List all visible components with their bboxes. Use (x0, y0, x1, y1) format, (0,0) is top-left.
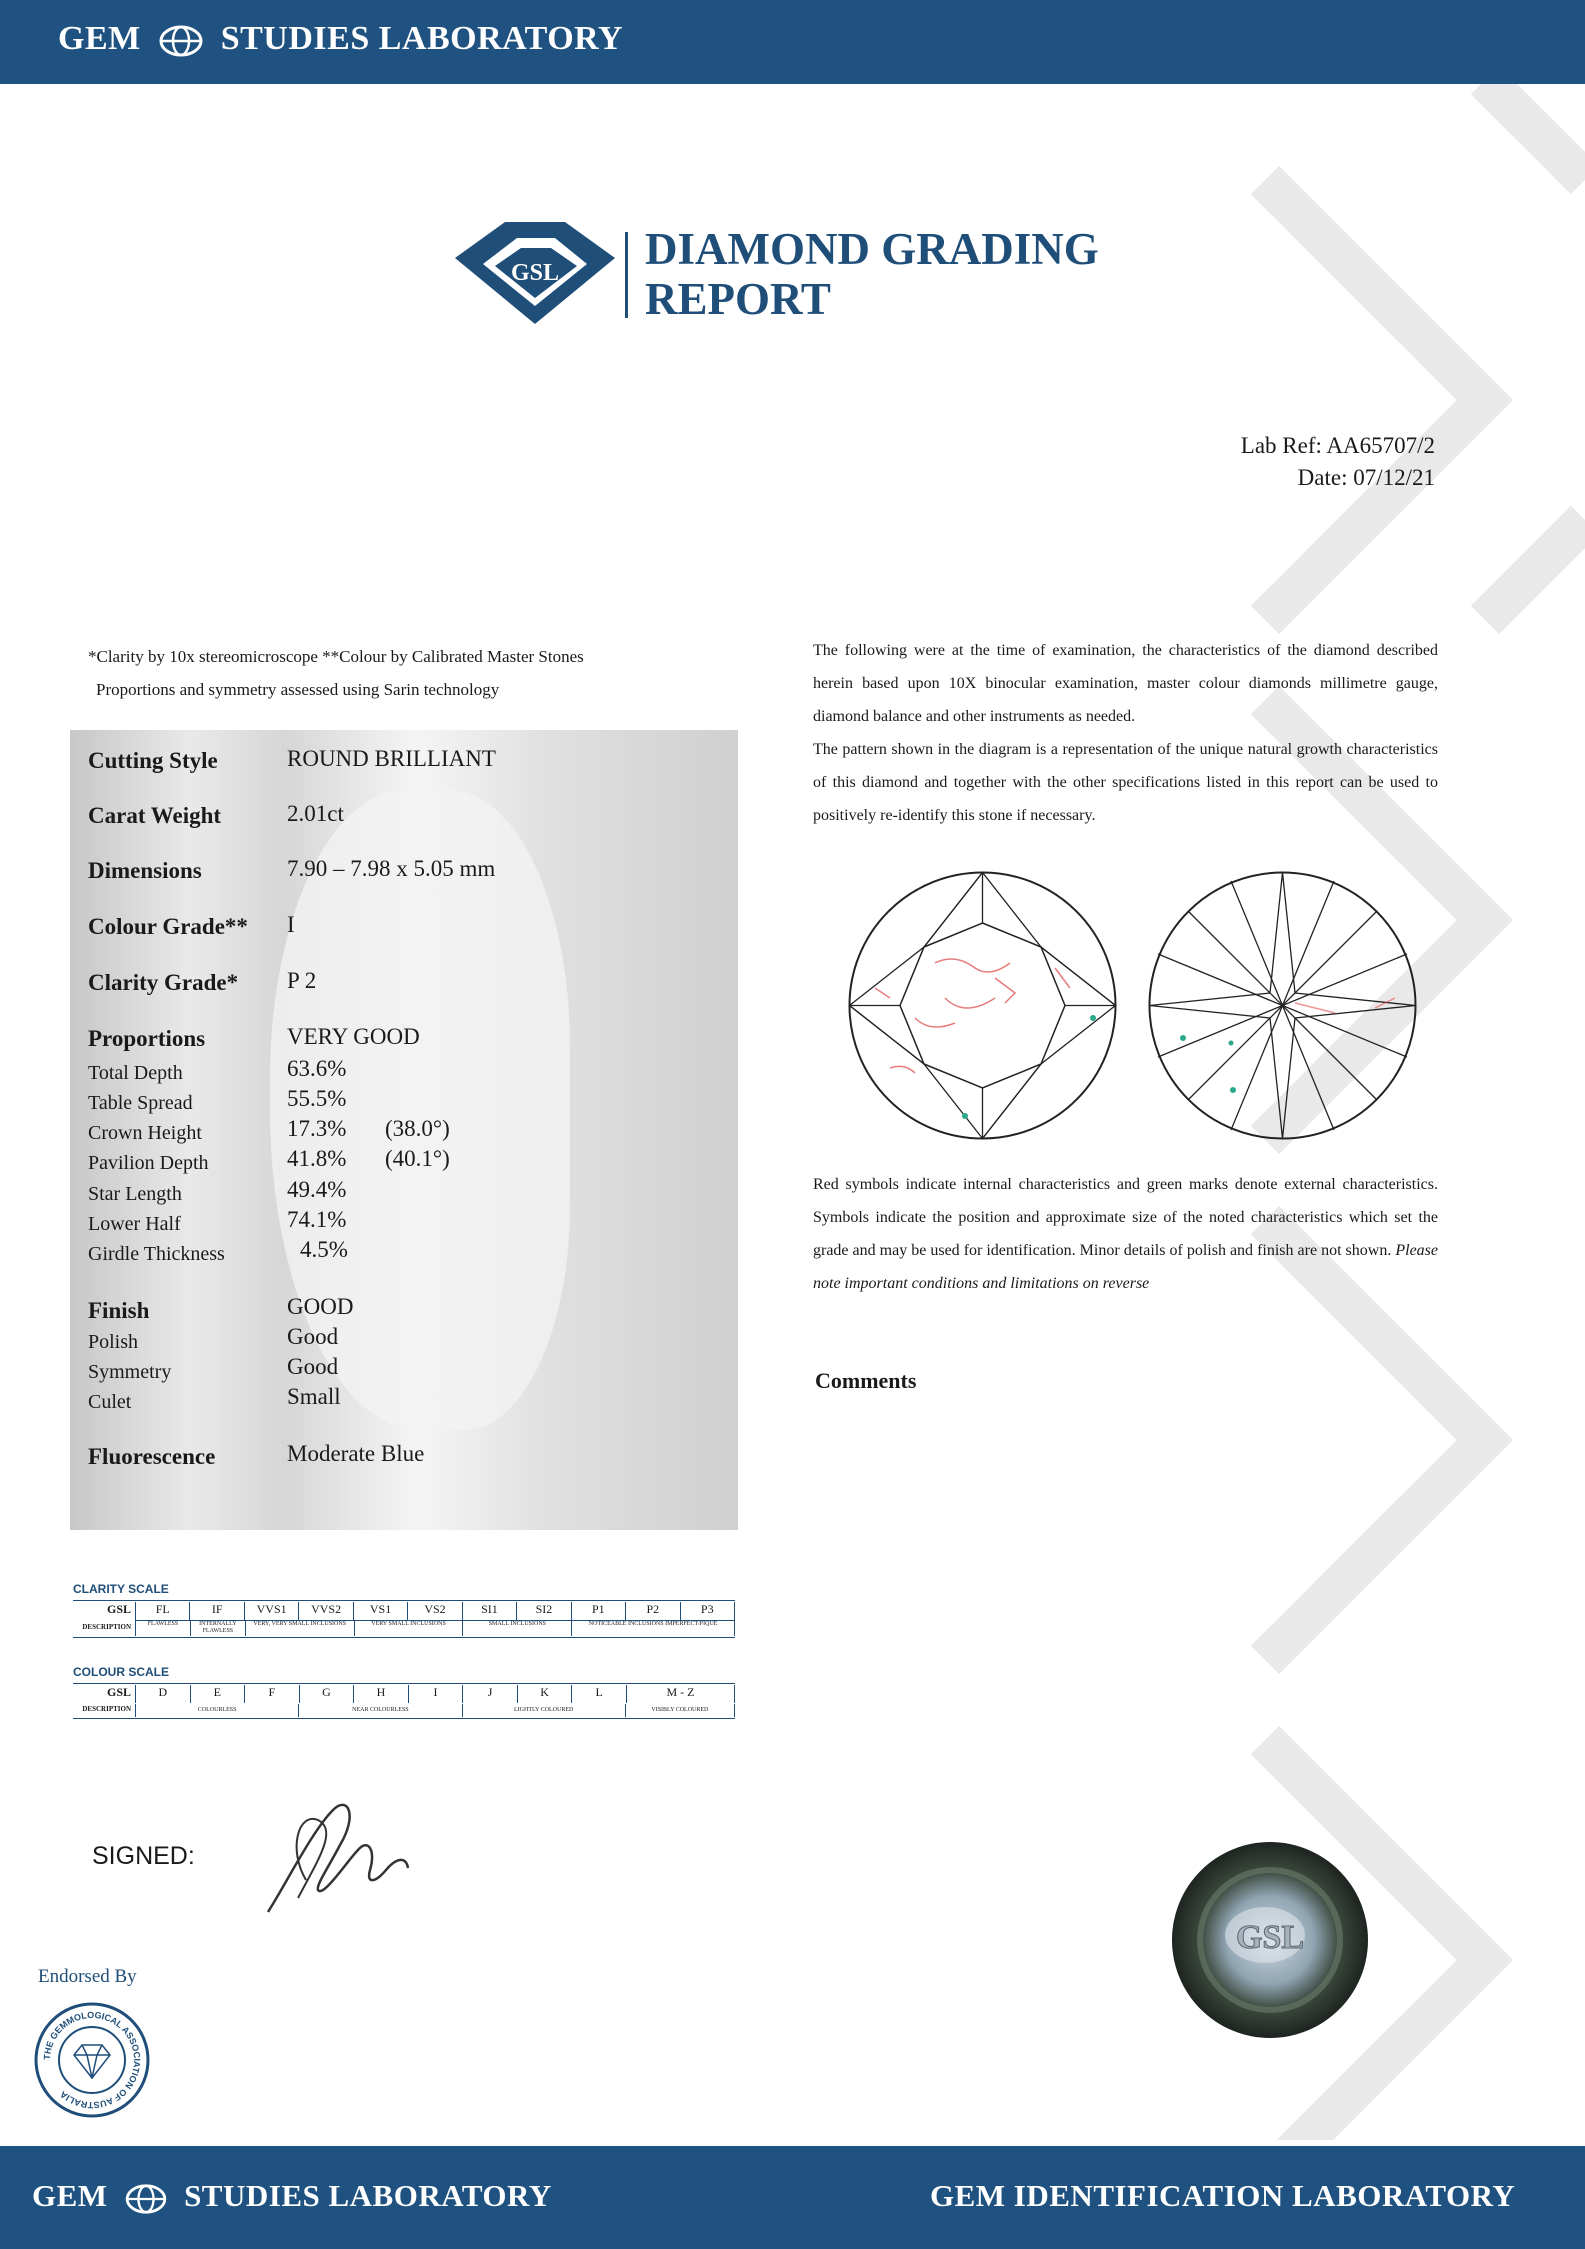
colour-grade-cell: M - Z (626, 1685, 735, 1703)
table-spread-label: Table Spread (88, 1092, 193, 1114)
gsl-logo-text: GSL (510, 260, 560, 286)
colour-scale-table (73, 1683, 735, 1719)
clarity-grade-cell: IF (189, 1602, 243, 1620)
conditions-note: Please note important conditions and limitations on reverse (813, 1242, 1438, 1292)
colour-grade-value: I (287, 912, 295, 937)
gsl-diamond-logo (455, 220, 615, 326)
total-depth-label: Total Depth (88, 1062, 183, 1084)
clarity-grade-cell: FL (135, 1602, 189, 1620)
colour-grade-label: Colour Grade** (88, 914, 248, 939)
colour-scale-gsl-label: GSL (106, 1685, 131, 1699)
clarity-description-cell: VERY, VERY SMALL INCLUSIONS (245, 1621, 354, 1636)
clarity-grade-cell: P3 (680, 1602, 735, 1620)
methods-note-line1: *Clarity by 10x stereomicroscope **Colour by Calibrated Master Stones (88, 647, 584, 666)
star-length-label: Star Length (88, 1183, 182, 1205)
colour-description-cell: LIGHTLY COLOURED (462, 1704, 625, 1717)
clarity-grade-value: P 2 (287, 968, 317, 993)
clarity-grade-cell: SI2 (516, 1602, 570, 1620)
clarity-scale-description-label: DESCRIPTION (82, 1623, 131, 1631)
title-divider (625, 232, 628, 318)
examination-paragraph: The following were at the time of examination, the characteristics of the diamond described herein based upon 10X binocular examination, master colour diamonds millimetre gauge, diamond balance and other instruments as needed. (813, 642, 1438, 725)
colour-grade-cell: K (517, 1685, 572, 1703)
symbols-paragraph (813, 1168, 1438, 1300)
clarity-grade-cell: VS1 (353, 1602, 407, 1620)
finish-label: Finish (88, 1298, 150, 1323)
dimensions-label: Dimensions (88, 858, 202, 883)
gemmological-association-seal (32, 2000, 152, 2120)
clarity-scale-table (73, 1600, 735, 1638)
colour-grade-cell: E (190, 1685, 245, 1703)
date-value: 07/12/21 (1353, 465, 1435, 490)
girdle-thickness-label: Girdle Thickness (88, 1243, 225, 1265)
pavilion-depth-value: 41.8% (287, 1146, 347, 1171)
footer-lab-name-left-a: GEM (32, 2178, 108, 2213)
proportions-label: Proportions (88, 1026, 206, 1051)
svg-text:THE GEMMOLOGICAL ASSOCIATION O (42, 2010, 142, 2110)
date-label: Date: (1297, 465, 1348, 490)
crown-height-label: Crown Height (88, 1122, 202, 1144)
cutting-style-label: Cutting Style (88, 748, 218, 773)
comments-heading: Comments (815, 1368, 917, 1393)
hologram-security-seal (1170, 1840, 1370, 2040)
colour-grade-cell: F (244, 1685, 299, 1703)
symmetry-label: Symmetry (88, 1361, 172, 1383)
colour-grade-cell: G (299, 1685, 354, 1703)
carat-weight-label: Carat Weight (88, 803, 222, 828)
header-band (0, 0, 1585, 84)
colour-grade-cell: I (408, 1685, 463, 1703)
clarity-grade-cell: P2 (625, 1602, 679, 1620)
polish-label: Polish (88, 1331, 139, 1353)
clarity-grade-cell: P1 (571, 1602, 625, 1620)
dimensions-value: 7.90 – 7.98 x 5.05 mm (287, 856, 496, 881)
clarity-descriptions-row (135, 1621, 735, 1636)
clarity-scale-gsl-label: GSL (106, 1602, 131, 1616)
colour-descriptions-row (135, 1704, 735, 1717)
clarity-grade-cell: VVS2 (298, 1602, 352, 1620)
methods-note-line2: Proportions and symmetry assessed using Sarin technology (96, 680, 500, 699)
colour-grade-cell: H (353, 1685, 408, 1703)
header-lab-name-right: STUDIES LABORATORY (220, 20, 624, 57)
culet-label: Culet (88, 1391, 132, 1413)
header-lab-name-left: GEM (58, 20, 141, 57)
lab-ref-value: AA65707/2 (1326, 433, 1435, 458)
pattern-paragraph: The pattern shown in the diagram is a representation of the unique natural growth characteristics of this diamond and together with the other specifications listed in this report can be used to positively re-identify this stone if necessary. (813, 741, 1438, 824)
colour-grade-cell: J (462, 1685, 517, 1703)
colour-scale-description-label: DESCRIPTION (82, 1705, 131, 1713)
clarity-description-cell: SMALL INCLUSIONS (462, 1621, 571, 1636)
crown-height-value: 17.3% (287, 1116, 347, 1141)
header-lab-name (58, 20, 623, 58)
fluorescence-value: Moderate Blue (287, 1441, 425, 1466)
pavilion-diagram (1145, 868, 1420, 1143)
finish-value: GOOD (287, 1294, 354, 1319)
seal-text: THE GEMMOLOGICAL ASSOCIATION OF AUSTRALIA (41, 2009, 143, 2111)
colour-grade-cell: L (571, 1685, 626, 1703)
hologram-text: GSL (1235, 1919, 1305, 1956)
star-length-value: 49.4% (287, 1177, 347, 1202)
lower-half-value: 74.1% (287, 1207, 347, 1232)
table-spread-value: 55.5% (287, 1086, 347, 1111)
footer-lab-name-left-b: STUDIES LABORATORY (184, 2178, 552, 2213)
crown-angle-value: (38.0°) (385, 1116, 450, 1141)
footer-lab-name-right: GEM IDENTIFICATION LABORATORY (930, 2178, 1516, 2213)
clarity-description-cell: VERY SMALL INCLUSIONS (354, 1621, 463, 1636)
clarity-scale-title: CLARITY SCALE (73, 1582, 169, 1596)
endorsed-by-label: Endorsed By (38, 1966, 137, 1987)
colour-description-cell: COLOURLESS (135, 1704, 298, 1717)
clarity-grade-label: Clarity Grade* (88, 970, 239, 995)
clarity-grade-cell: SI1 (462, 1602, 516, 1620)
footer-lab-name-left (32, 2178, 552, 2215)
globe-icon (124, 2183, 168, 2215)
colour-description-cell: VISIBLY COLOURED (625, 1704, 735, 1717)
clarity-description-cell: INTERNALLY FLAWLESS (190, 1621, 245, 1636)
signature-scribble (258, 1790, 438, 1920)
lower-half-label: Lower Half (88, 1213, 181, 1235)
cutting-style-value: ROUND BRILLIANT (287, 746, 496, 771)
report-title-line2: REPORT (645, 274, 831, 324)
fluorescence-label: Fluorescence (88, 1444, 216, 1469)
signed-label: SIGNED: (92, 1842, 195, 1870)
crown-diagram (845, 868, 1120, 1143)
colour-grades-row (135, 1685, 735, 1703)
colour-grade-cell: D (135, 1685, 190, 1703)
symbols-paragraph-text: Red symbols indicate internal characteristics and green marks denote external characteristics. Symbols indicate the position and approximate size of the noted characteristics which set the grade and may be used for identification. Minor details of polish and finish are not shown. (813, 1176, 1438, 1259)
total-depth-value: 63.6% (287, 1056, 347, 1081)
clarity-description-cell: FLAWLESS (135, 1621, 190, 1636)
globe-icon (158, 24, 204, 58)
report-title-line1: DIAMOND GRADING (645, 224, 1099, 274)
proportions-value: VERY GOOD (287, 1024, 420, 1049)
colour-description-cell: NEAR COLOURLESS (298, 1704, 461, 1717)
methods-note (88, 640, 584, 706)
carat-weight-value: 2.01ct (287, 801, 344, 826)
clarity-grades-row (135, 1602, 735, 1621)
symmetry-value: Good (287, 1354, 339, 1379)
report-title (645, 224, 1099, 324)
pavilion-depth-label: Pavilion Depth (88, 1152, 209, 1174)
lab-ref-label: Lab Ref: (1240, 433, 1322, 458)
clarity-grade-cell: VS2 (407, 1602, 461, 1620)
footer-band (0, 2146, 1585, 2249)
clarity-description-cell: NOTICEABLE INCLUSIONS IMPERFECT/PIQUE (571, 1621, 735, 1636)
lab-ref-block (1241, 430, 1435, 494)
clarity-grade-cell: VVS1 (244, 1602, 298, 1620)
polish-value: Good (287, 1324, 339, 1349)
pavilion-angle-value: (40.1°) (385, 1146, 450, 1171)
culet-value: Small (287, 1384, 341, 1409)
colour-scale-title: COLOUR SCALE (73, 1665, 169, 1679)
girdle-thickness-value: 4.5% (300, 1237, 348, 1262)
